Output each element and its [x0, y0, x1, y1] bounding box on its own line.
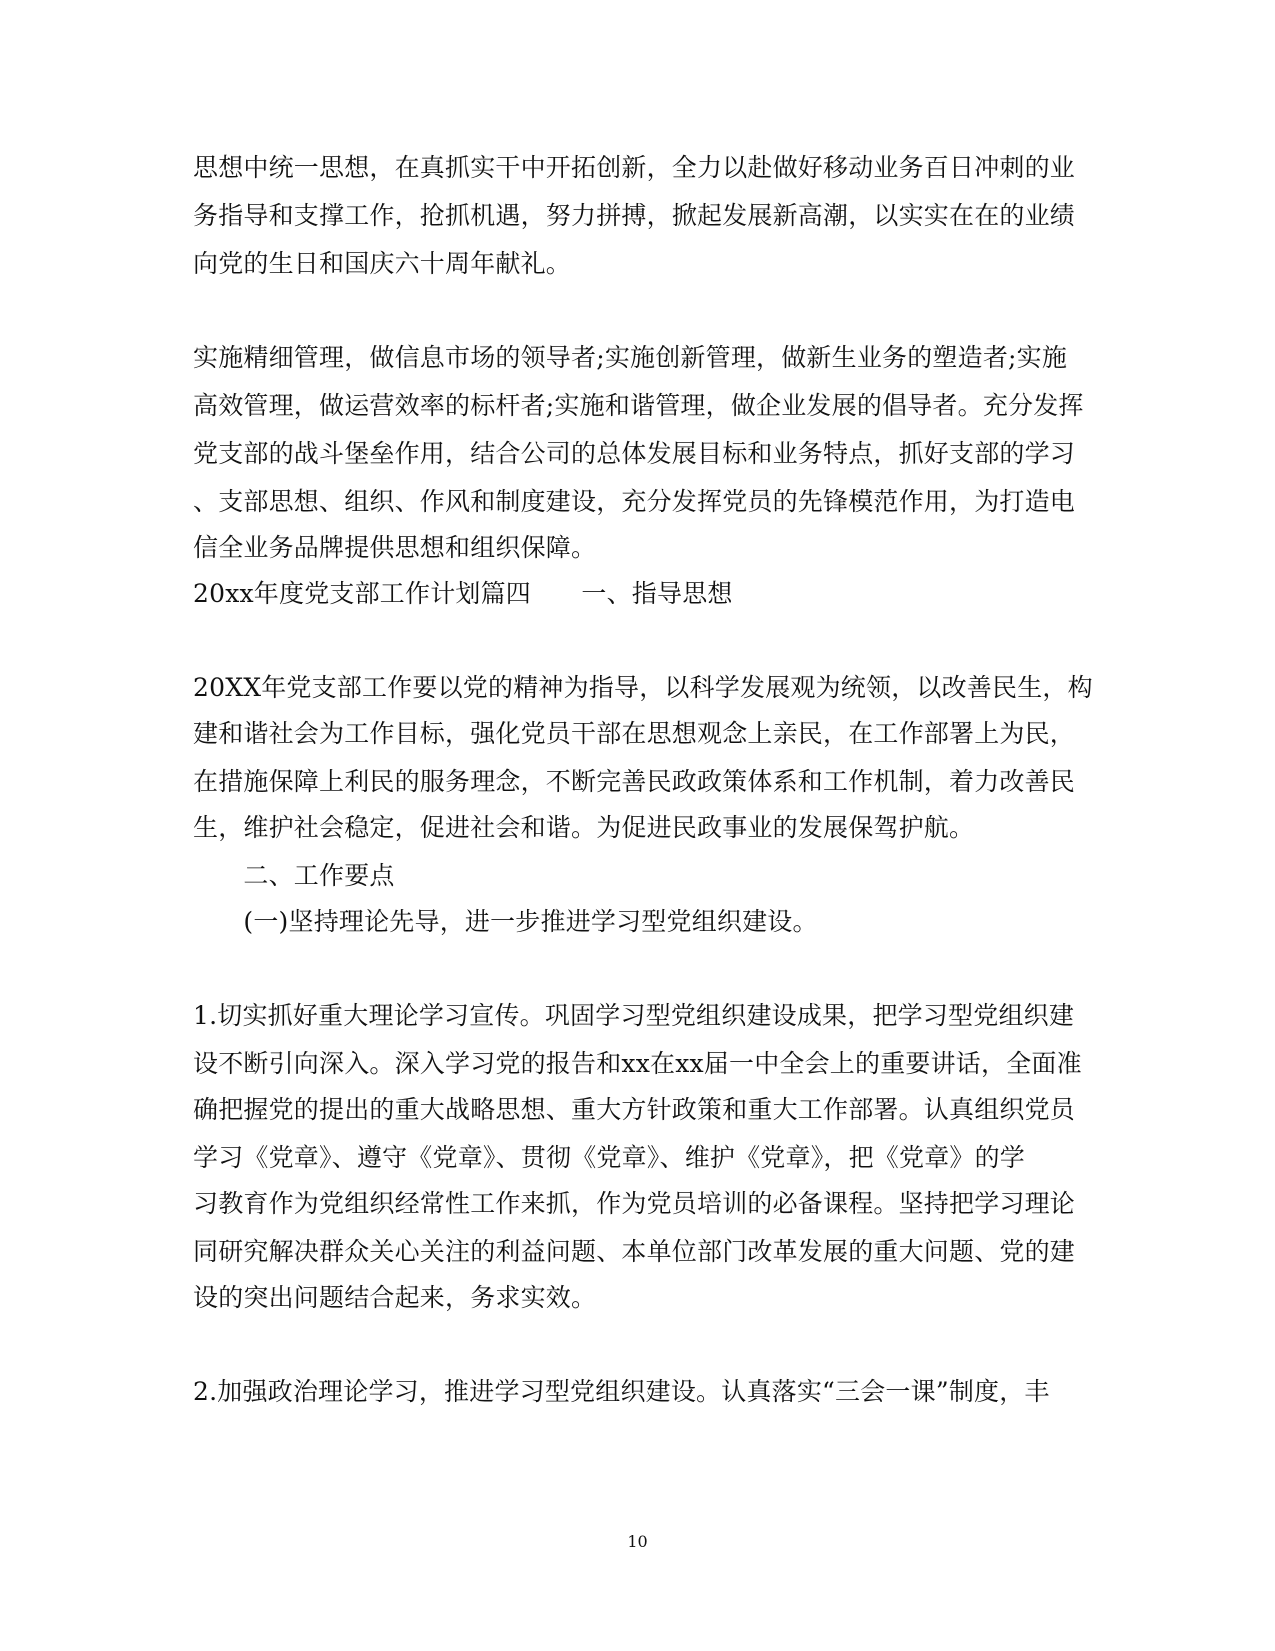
text-line: 信全业务品牌提供思想和组织保障。	[193, 533, 597, 562]
text-line: 确把握党的提出的重大战略思想、重大方针政策和重大工作部署。认真组织党员	[193, 1095, 1076, 1124]
text-line: 在措施保障上利民的服务理念，不断完善民政政策体系和工作机制，着力改善民	[193, 767, 1076, 796]
text-line: 高效管理，做运营效率的标杆者;实施和谐管理，做企业发展的倡导者。充分发挥	[193, 391, 1084, 420]
text-line: 建和谐社会为工作目标，强化党员干部在思想观念上亲民，在工作部署上为民，	[193, 719, 1076, 748]
text-line: 实施精细管理，做信息市场的领导者;实施创新管理，做新生业务的塑造者;实施	[193, 343, 1068, 372]
text-line: 思想中统一思想，在真抓实干中开拓创新，全力以赴做好移动业务百日冲刺的业	[193, 153, 1076, 182]
subsection-heading: (一)坚持理论先导，进一步推进学习型党组织建设。	[193, 907, 818, 936]
text-line: 向党的生日和国庆六十周年献礼。	[193, 249, 572, 278]
text-line: 务指导和支撑工作，抢抓机遇，努力拼搏，掀起发展新高潮，以实实在在的业绩	[193, 201, 1076, 230]
text-line: 设的突出问题结合起来，务求实效。	[193, 1283, 597, 1312]
section-heading: 20xx年度党支部工作计划篇四 一、指导思想	[193, 579, 733, 608]
text-line: 、支部思想、组织、作风和制度建设，充分发挥党员的先锋模范作用，为打造电	[193, 487, 1076, 516]
section-heading: 二、工作要点	[193, 861, 395, 890]
page-number: 10	[627, 1532, 648, 1551]
text-line: 20XX年党支部工作要以党的精神为指导，以科学发展观为统领，以改善民生，构	[193, 673, 1093, 702]
text-line: 设不断引向深入。深入学习党的报告和xx在xx届一中全会上的重要讲话，全面准	[193, 1049, 1082, 1078]
text-line: 同研究解决群众关心关注的利益问题、本单位部门改革发展的重大问题、党的建	[193, 1237, 1076, 1266]
text-line: 生，维护社会稳定，促进社会和谐。为促进民政事业的发展保驾护航。	[193, 813, 975, 842]
text-line: 2.加强政治理论学习，推进学习型党组织建设。认真落实“三会一课”制度，丰	[193, 1377, 1050, 1406]
text-line: 学习《党章》、遵守《党章》、贯彻《党章》、维护《党章》，把《党章》的学	[193, 1143, 1026, 1172]
text-line: 习教育作为党组织经常性工作来抓，作为党员培训的必备课程。坚持把学习理论	[193, 1189, 1076, 1218]
text-line: 1.切实抓好重大理论学习宣传。巩固学习型党组织建设成果，把学习型党组织建	[193, 1001, 1075, 1030]
text-line: 党支部的战斗堡垒作用，结合公司的总体发展目标和业务特点，抓好支部的学习	[193, 439, 1076, 468]
